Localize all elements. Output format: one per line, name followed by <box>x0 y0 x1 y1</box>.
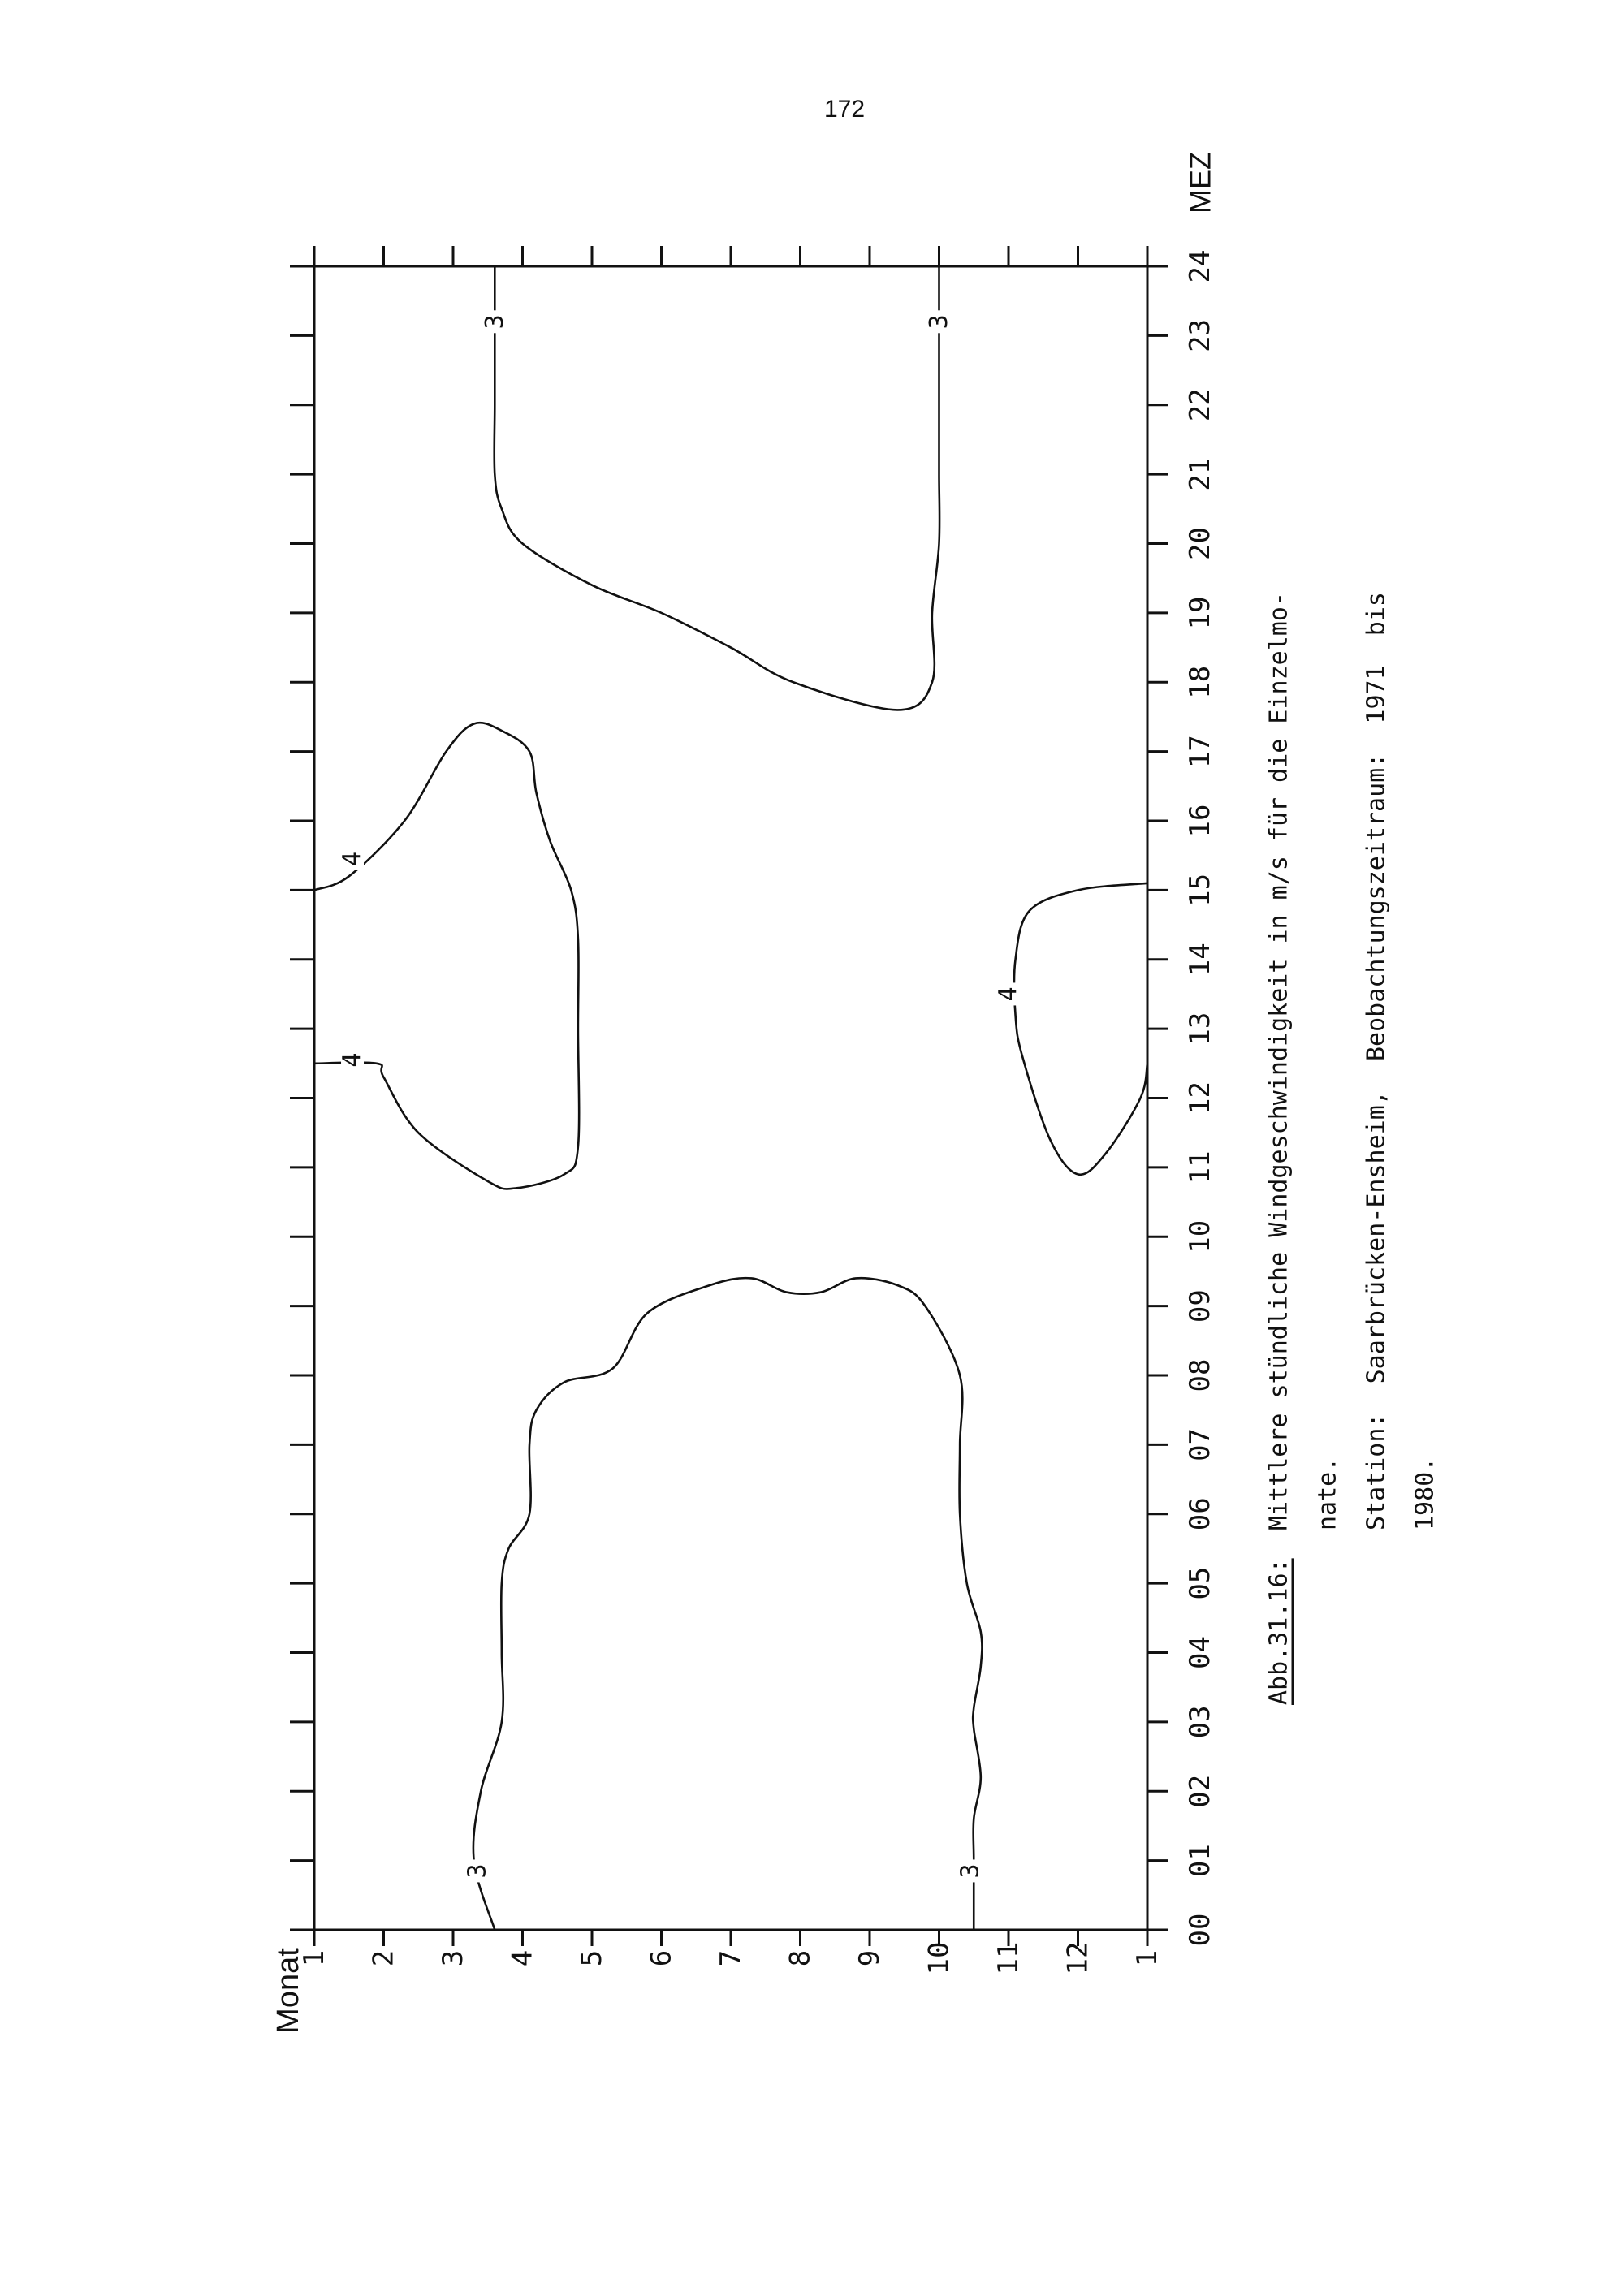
month-tick-label: 8 <box>784 1949 817 1967</box>
contour-line-3 <box>473 1278 983 1930</box>
hour-tick-label: 03 <box>1184 1705 1216 1739</box>
caption <box>1265 592 1440 1705</box>
caption-line: Station: Saarbrücken-Ensheim, Beobachtungszeitraum: 1971 bis <box>1362 592 1391 1530</box>
month-tick-label: 1 <box>1131 1949 1164 1967</box>
hour-tick-label: 18 <box>1184 665 1216 699</box>
y-axis-label: Monat <box>271 1948 305 2034</box>
month-tick-label: 5 <box>576 1949 608 1967</box>
plot-frame <box>314 266 1147 1930</box>
hour-tick-label: 10 <box>1184 1219 1216 1254</box>
month-tick-label: 11 <box>992 1941 1025 1975</box>
caption-line: Mittlere stündliche Windgeschwindigkeit in m/s für die Einzelmo- <box>1264 592 1294 1530</box>
hour-tick-label: 12 <box>1184 1081 1216 1115</box>
month-tick-label: 2 <box>367 1949 400 1967</box>
hour-tick-label: 14 <box>1184 943 1216 977</box>
contour-line-4 <box>1014 883 1147 1175</box>
hour-tick-label: 21 <box>1184 457 1216 491</box>
contour-label: 3 <box>480 314 509 330</box>
hour-tick-label: 05 <box>1184 1566 1216 1600</box>
hour-tick-label: 07 <box>1184 1427 1216 1461</box>
month-tick-label: 10 <box>922 1941 956 1975</box>
hour-tick-label: 11 <box>1184 1150 1216 1185</box>
contour-label: 4 <box>338 1052 367 1068</box>
caption-label: Abb.31.16: <box>1264 1558 1294 1705</box>
contour-label: 3 <box>463 1863 492 1879</box>
month-tick-label: 7 <box>715 1949 747 1967</box>
month-tick-label: 4 <box>506 1949 539 1967</box>
contour-line-3 <box>495 266 939 710</box>
month-tick-label: 6 <box>645 1949 678 1967</box>
contour-label: 3 <box>925 314 953 330</box>
contour-label: 4 <box>338 851 367 866</box>
hour-tick-label: 15 <box>1184 873 1216 907</box>
month-tick-label: 1 <box>298 1949 330 1967</box>
hour-tick-label: 22 <box>1184 388 1216 422</box>
month-tick-label: 3 <box>437 1949 469 1967</box>
hour-tick-label: 09 <box>1184 1289 1216 1323</box>
x-axis-label: MEZ <box>1183 152 1217 214</box>
month-tick-label: 12 <box>1061 1941 1095 1975</box>
hour-tick-label: 04 <box>1184 1636 1216 1669</box>
hour-tick-label: 24 <box>1184 249 1216 283</box>
hour-tick-label: 01 <box>1184 1844 1216 1878</box>
caption-line: nate. <box>1313 1457 1342 1530</box>
hour-tick-label: 19 <box>1184 596 1216 630</box>
contour-label: 4 <box>994 986 1023 1002</box>
hour-tick-label: 17 <box>1184 735 1216 769</box>
contour-line-4 <box>314 723 579 1189</box>
hour-tick-label: 06 <box>1184 1497 1216 1531</box>
hour-tick-label: 16 <box>1184 804 1216 838</box>
hour-tick-label: 13 <box>1184 1012 1216 1046</box>
hour-tick-label: 00 <box>1184 1913 1216 1947</box>
hour-tick-label: 20 <box>1184 527 1216 560</box>
caption-line: 1980. <box>1410 1457 1440 1530</box>
page-number: 172 <box>824 96 866 123</box>
hour-tick-label: 08 <box>1184 1358 1216 1392</box>
hour-tick-label: 02 <box>1184 1774 1216 1808</box>
month-tick-label: 9 <box>853 1949 886 1967</box>
hour-tick-label: 23 <box>1184 318 1216 352</box>
contour-label: 3 <box>956 1863 985 1879</box>
